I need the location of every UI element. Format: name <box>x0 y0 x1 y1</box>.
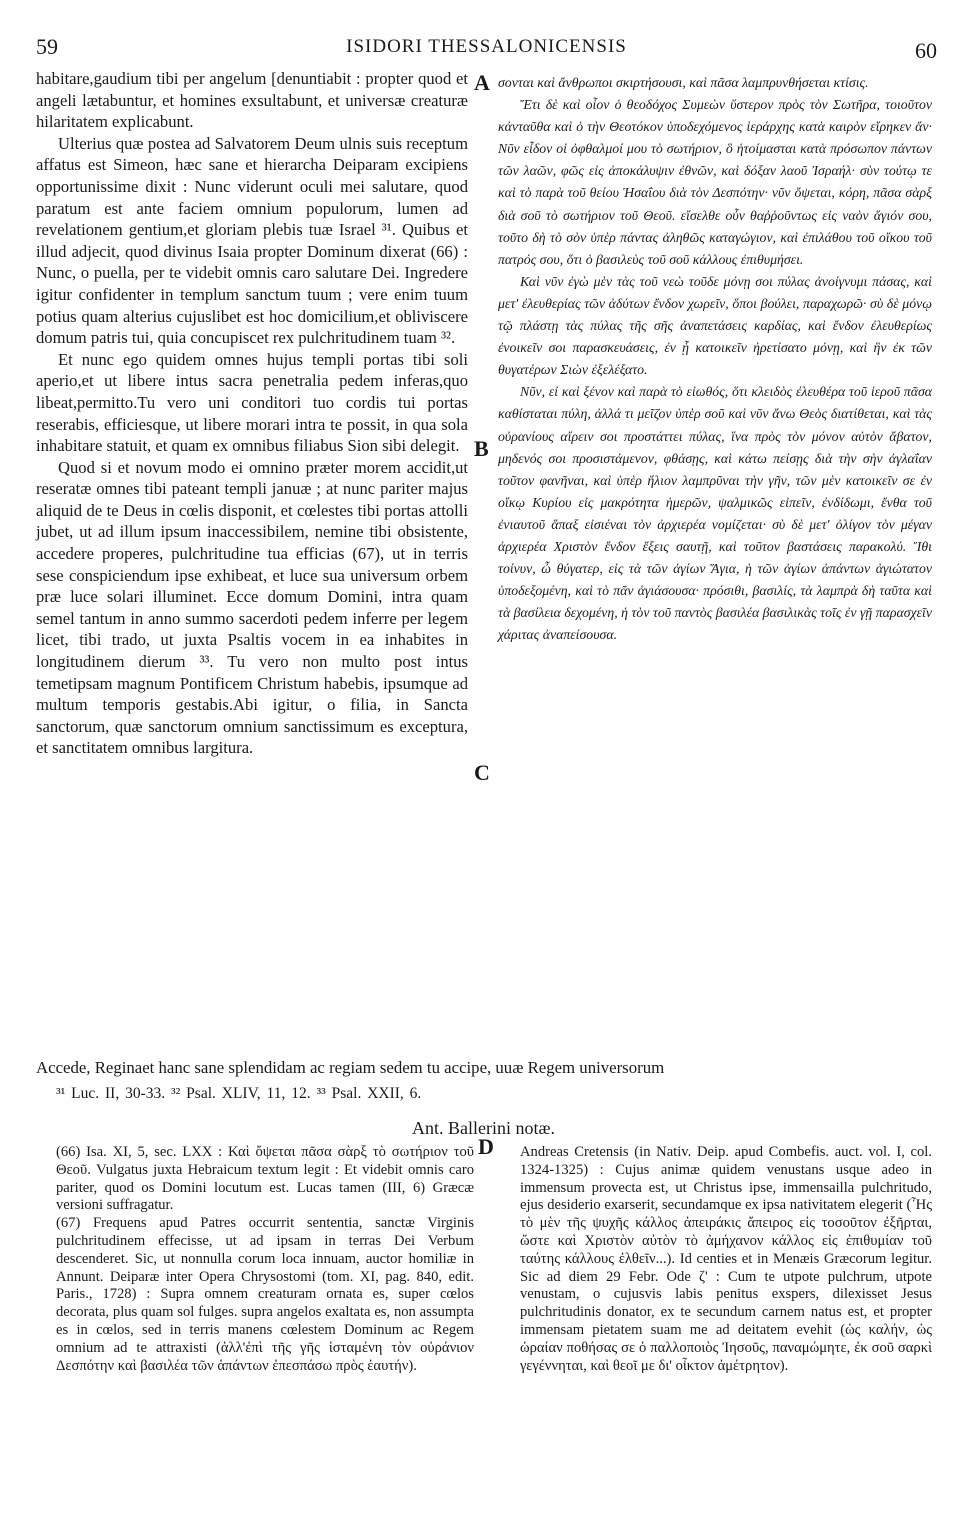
notes-title: Ant. Ballerini notæ. <box>412 1118 555 1138</box>
greek-main-column <box>498 72 932 646</box>
greek-paragraph: Νῦν, εἰ καὶ ξένον καὶ παρὰ τὸ εἰωθός, ὅτι κλειδὸς ἐλευθέρα τοῦ ἱεροῦ πᾶσα καθίσταται πύλη, ἀλλά τι μεῖζον ὑπὲρ σοῦ καὶ νῦν ἄνω Θεὸς διατίθεται, καὶ τὰς οὐρανίους αἴρειν σοι προστάττει πύλας, ἵνα πρὸς τὸν μόνον αὐτὸν ἄβατον, μηδενός σοι προσιστάμενον, φθάσῃς, καὶ κάτω πείσῃς διὰ τὴν σὴν ἀγλαΐαν τοῦτον φανῆναι, καὶ ὑπὲρ ἥλιον λαμπρῦναι τὴν γῆν, τῶν μὲν κατοικεῖν σε ἐν οἴκῳ Κυρίου εἰς μακρότητα ἡμερῶν, ψαλμικῶς εἰπεῖν, ἐνδίδωμι, ἔνθα τοῦ ἐνιαυτοῦ ἅπαξ εἰσιέναι τὸν ἀρχιερέα νομίζεται· σὺ δὲ μετ' ὀλίγον τὸν μέγαν ἀρχιερέα Χριστὸν ἔνδον ἕξεις σαυτῇ, καὶ τοῦτον βαστάσεις παρακολύ. Ἴθι τοίνυν, ὦ θύγατερ, εἰς τὰ τῶν ἁγίων Ἅγια, ἡ τῶν ἁγίων ἁπάντων ἁγιώτατον ὑποδεξομένη, καὶ τὸ πᾶν ἁγιάσουσα· πρόσιθι, βασιλίς, τὰ λαμπρὰ δὴ ταῦτα καὶ τὰ βασίλεια δεχομένη, ἡ τὸν τοῦ παντὸς βασιλέα βασιλικὰς τοῖς ἐν γῇ παρασχεῖν χάριτας ἀναπείσουσα. <box>498 384 932 643</box>
greek-paragraph: Καὶ νῦν ἐγὼ μὲν τὰς τοῦ νεὼ τοῦδε μόνῃ σοι πύλας ἀνοίγνυμι πάσας, καὶ μετ' ἐλευθερίας τῶν ἀδύτων ἔνδον χωρεῖν, ὅποι βούλει, παραχωρῶ· σὺ δὲ μόνῳ τῷ πλάστῃ τὰς πύλας τῆς σῆς ἀναπετάσεις καρδίας, καὶ ἔνδον ἐλευθερίως ἐνοικεῖν σοι παρασκευάσεις, ἐν ᾗ κατοικεῖν ἠρετίσατο μόνῃ, καὶ ἣν ἐκ τῶν θυγατέρων Σιὼν ἐξελέξατο. <box>498 273 932 378</box>
latin-paragraph: Quod si et novum modo ei omnino præter morem accidit,ut reseratæ omnes tibi pateant templi januæ ; at nunc pariter majus aliquid de te Deus in cœlis disponit, et cœlestes tibi portas attolli jubet, ut ad illum ipsum inaccessibilem, nemine tibi obsistente, accedere properes, pulchritudine tua efficias (67), ut in terris sese conspiciendum ipse exhibeat, et luce sua universum orbem præ luce solari illuminet. Ecce domum Domini, intra quam semel tantum in anno summo sacerdoti pedem inferre per legem licet, tibi trado, ut juxta Psaltis vocem in ea inhabites in longitudinem dierum ³³. Tu vero non multo post intus temetipsam magnum Pontificem Christum habebis, ipsumque ad multum temporis gestabis.Abi igitur, o filia, in Sancta sanctorum, quæ sanctorum omnium sanctissimum es exceptura, et sanctitatem omnibus largitura. <box>36 457 468 758</box>
section-marker-d: D <box>478 1134 494 1159</box>
scripture-references: ³¹ Luc. II, 30-33. ³² Psal. XLIV, 11, 12. ³³ Psal. XXII, 6. <box>56 1085 422 1102</box>
notes-right-column <box>520 1144 932 1375</box>
closing-line: Accede, Reginaet hanc sane splendidam ac regiam sedem tu accipe, uuæ Regem universorum <box>36 1058 665 1077</box>
latin-paragraph: habitare,gaudium tibi per angelum [denuntiabit : propter quod et angeli lætabuntur, et homines exsultabunt, et universæ creaturæ hilaritatem explicabunt. <box>36 69 468 132</box>
note-66: (66) Isa. XI, 5, sec. LXX : Καὶ ὄψεται πᾶσα σὰρξ τὸ σωτήριον τοῦ Θεοῦ. Vulgatus juxta Hebraicum textum legit : Et videbit omnis caro pariter, quod os Domini locutum est. Lucas tamen (III, 6) Græcæ versioni suffragatur. <box>56 1144 474 1214</box>
note-67: (67) Frequens apud Patres occurrit sententia, sanctæ Virginis pulchritudinem effecisse, ut ad ipsam in terras Dei Verbum descenderet. Sic, ut nonnulla corum loca innuam, auctor homiliæ in Annunt. Deiparæ inter Opera Chrysostomi (tom. XI, pag. 840, edit. Paris., 1728) : Supra omnem creaturam ornata es, super cœlos decorata, plus quam sol fulges. supra angelos exaltata es, non assumpta es in cœlos, sed in terris manens cœlestem Dominum ac Regem omnium ad te attraxisti (ἀλλ'ἐπὶ τῆς γῆς ἱσταμένη τὸν οὐράνιον Δεσπότην καὶ βασιλέα τῶν ἁπάντων ἐπεσπάσω πρὸς ἑαυτήν). <box>56 1215 474 1374</box>
greek-paragraph: σονται καὶ ἄνθρωποι σκιρτήσουσι, καὶ πᾶσα λαμπρυνθήσεται κτίσις. <box>498 75 869 90</box>
running-header <box>36 34 937 64</box>
section-marker-c: C <box>474 760 490 785</box>
section-marker-a: A <box>474 70 490 95</box>
note-67-continued: Andreas Cretensis (in Nativ. Deip. apud Combefis. auct. vol. I, col. 1324-1325) : Cujus animæ quidem venustans usque adeo in immensum provecta est, ut Christus ipse, immensailla pulchritudo, ejus desiderio exarserit, secundamque ex ipsa nativitatem elegerit (Ἧς τὸ μὲν τῆς ψυχῆς κάλλος ἀπειράκις ἄπειρος εἰς τοσοῦτον ἐξῆρται, ὥστε καὶ Χριστὸν αὐτὸν τὸ ἀμήχανον κάλλος εἰς ἐπιθυμίαν τοῦ ταύτης κάλλους ἐλθεῖν...). Id centies et in Menæis Græcorum legitur. Sic ad diem 29 Febr. Ode ζ' : Cum te utpote pulchrum, utpote venustam, o cujusvis labis penitus exspers, dilexisset Jesus pulchritudinis donator, ex te secundum carnem natus est, et propter immensam pietatem suam me ad deitatem evehit (ὡς καλήν, ὡς ὡραίαν ποθήσας σε ὁ παλλοποιὸς Ἰησοῦς, παναμώμητε, ἐκ σοῦ σαρκὶ γεγέννηται, καὶ θεοῖ με δι' οἶκτον ἀμέτρητον). <box>520 1144 932 1374</box>
running-title: ISIDORI THESSALONICENSIS <box>346 36 627 57</box>
section-marker-b: B <box>474 436 489 461</box>
latin-paragraph: Et nunc ego quidem omnes hujus templi portas tibi soli aperio,et ut libere intus sacra penetralia pedem inferas,quo libeat,permitto.Tu vero uni conditori tuo cordis tui portas reserabis, efficiesque, ut libere morari intra te possit, in qua sola inhabitare statuit, et quam ex omnibus filiabus Sion sibi delegit. <box>36 349 468 456</box>
notes-left-column <box>56 1144 474 1375</box>
latin-main-column <box>36 68 468 759</box>
left-page-number: 59 <box>36 34 58 59</box>
latin-paragraph: Ulterius quæ postea ad Salvatorem Deum ulnis suis receptum affatus est Simeon, hæc sane et hierarcha Deiparam excipiens opportunissime dixit : Nunc viderunt oculi mei salutare, quod paratum est ante faciem omnium populorum, lumen ad revelationem gentium,et gloriam plebis tuæ Israel ³¹. Quibus et illud adjecit, quod divinus Isaia propter Dominum dixerat (66) : Nunc, o puella, per te videbit omnis caro salutare Dei. Ingredere igitur confidenter in templum sanctum tuum ; vere enim tuum potius quam alterius cujuslibet est hoc domicilium,et obliviscere domum patris tui, quia concupiscet rex pulchritudinem tuam ³². <box>36 133 468 348</box>
greek-paragraph: Ἔτι δὲ καὶ οἷον ὁ θεοδόχος Συμεὼν ὕστερον πρὸς τὸν Σωτῆρα, τοιοῦτον κἀνταῦθα καὶ ὁ τὴν Θεοτόκον ὑποδεχόμενος ἱεράρχης κατὰ καιρὸν εἴρηκεν ἄν· Νῦν εἶδον οἱ ὀφθαλμοί μου τὸ σωτήριον, ὃ ἡτοίμασται κατὰ πρόσωπον πάντων τῶν λαῶν, φῶς εἰς ἀποκάλυψιν ἐθνῶν, καὶ δόξαν λαοῦ Ἰσραήλ· σὺν τούτῳ τε καὶ τὸ παρὰ τοῦ θείου Ἡσαΐου διὰ τὸν Δεσπότην· νῦν ὄψεται, κόρη, πᾶσα σὰρξ διὰ σοῦ τὸ σωτήριον τοῦ Θεοῦ. εἴσελθε οὖν θαῤῥοῦντως εἰς ναὸν ἅγιόν σου, τοῦτο δὴ τὸ σὸν ὑπὲρ πάντας ἀληθῶς καταγώγιον, καὶ ἐπιλάθου τοῦ οἴκου τοῦ πατρός σου, ὅτι ὁ βασιλεὺς τοῦ σοῦ κάλλους ἐπιθυμήσει. <box>498 97 932 267</box>
right-page-number: 60 <box>915 38 937 63</box>
